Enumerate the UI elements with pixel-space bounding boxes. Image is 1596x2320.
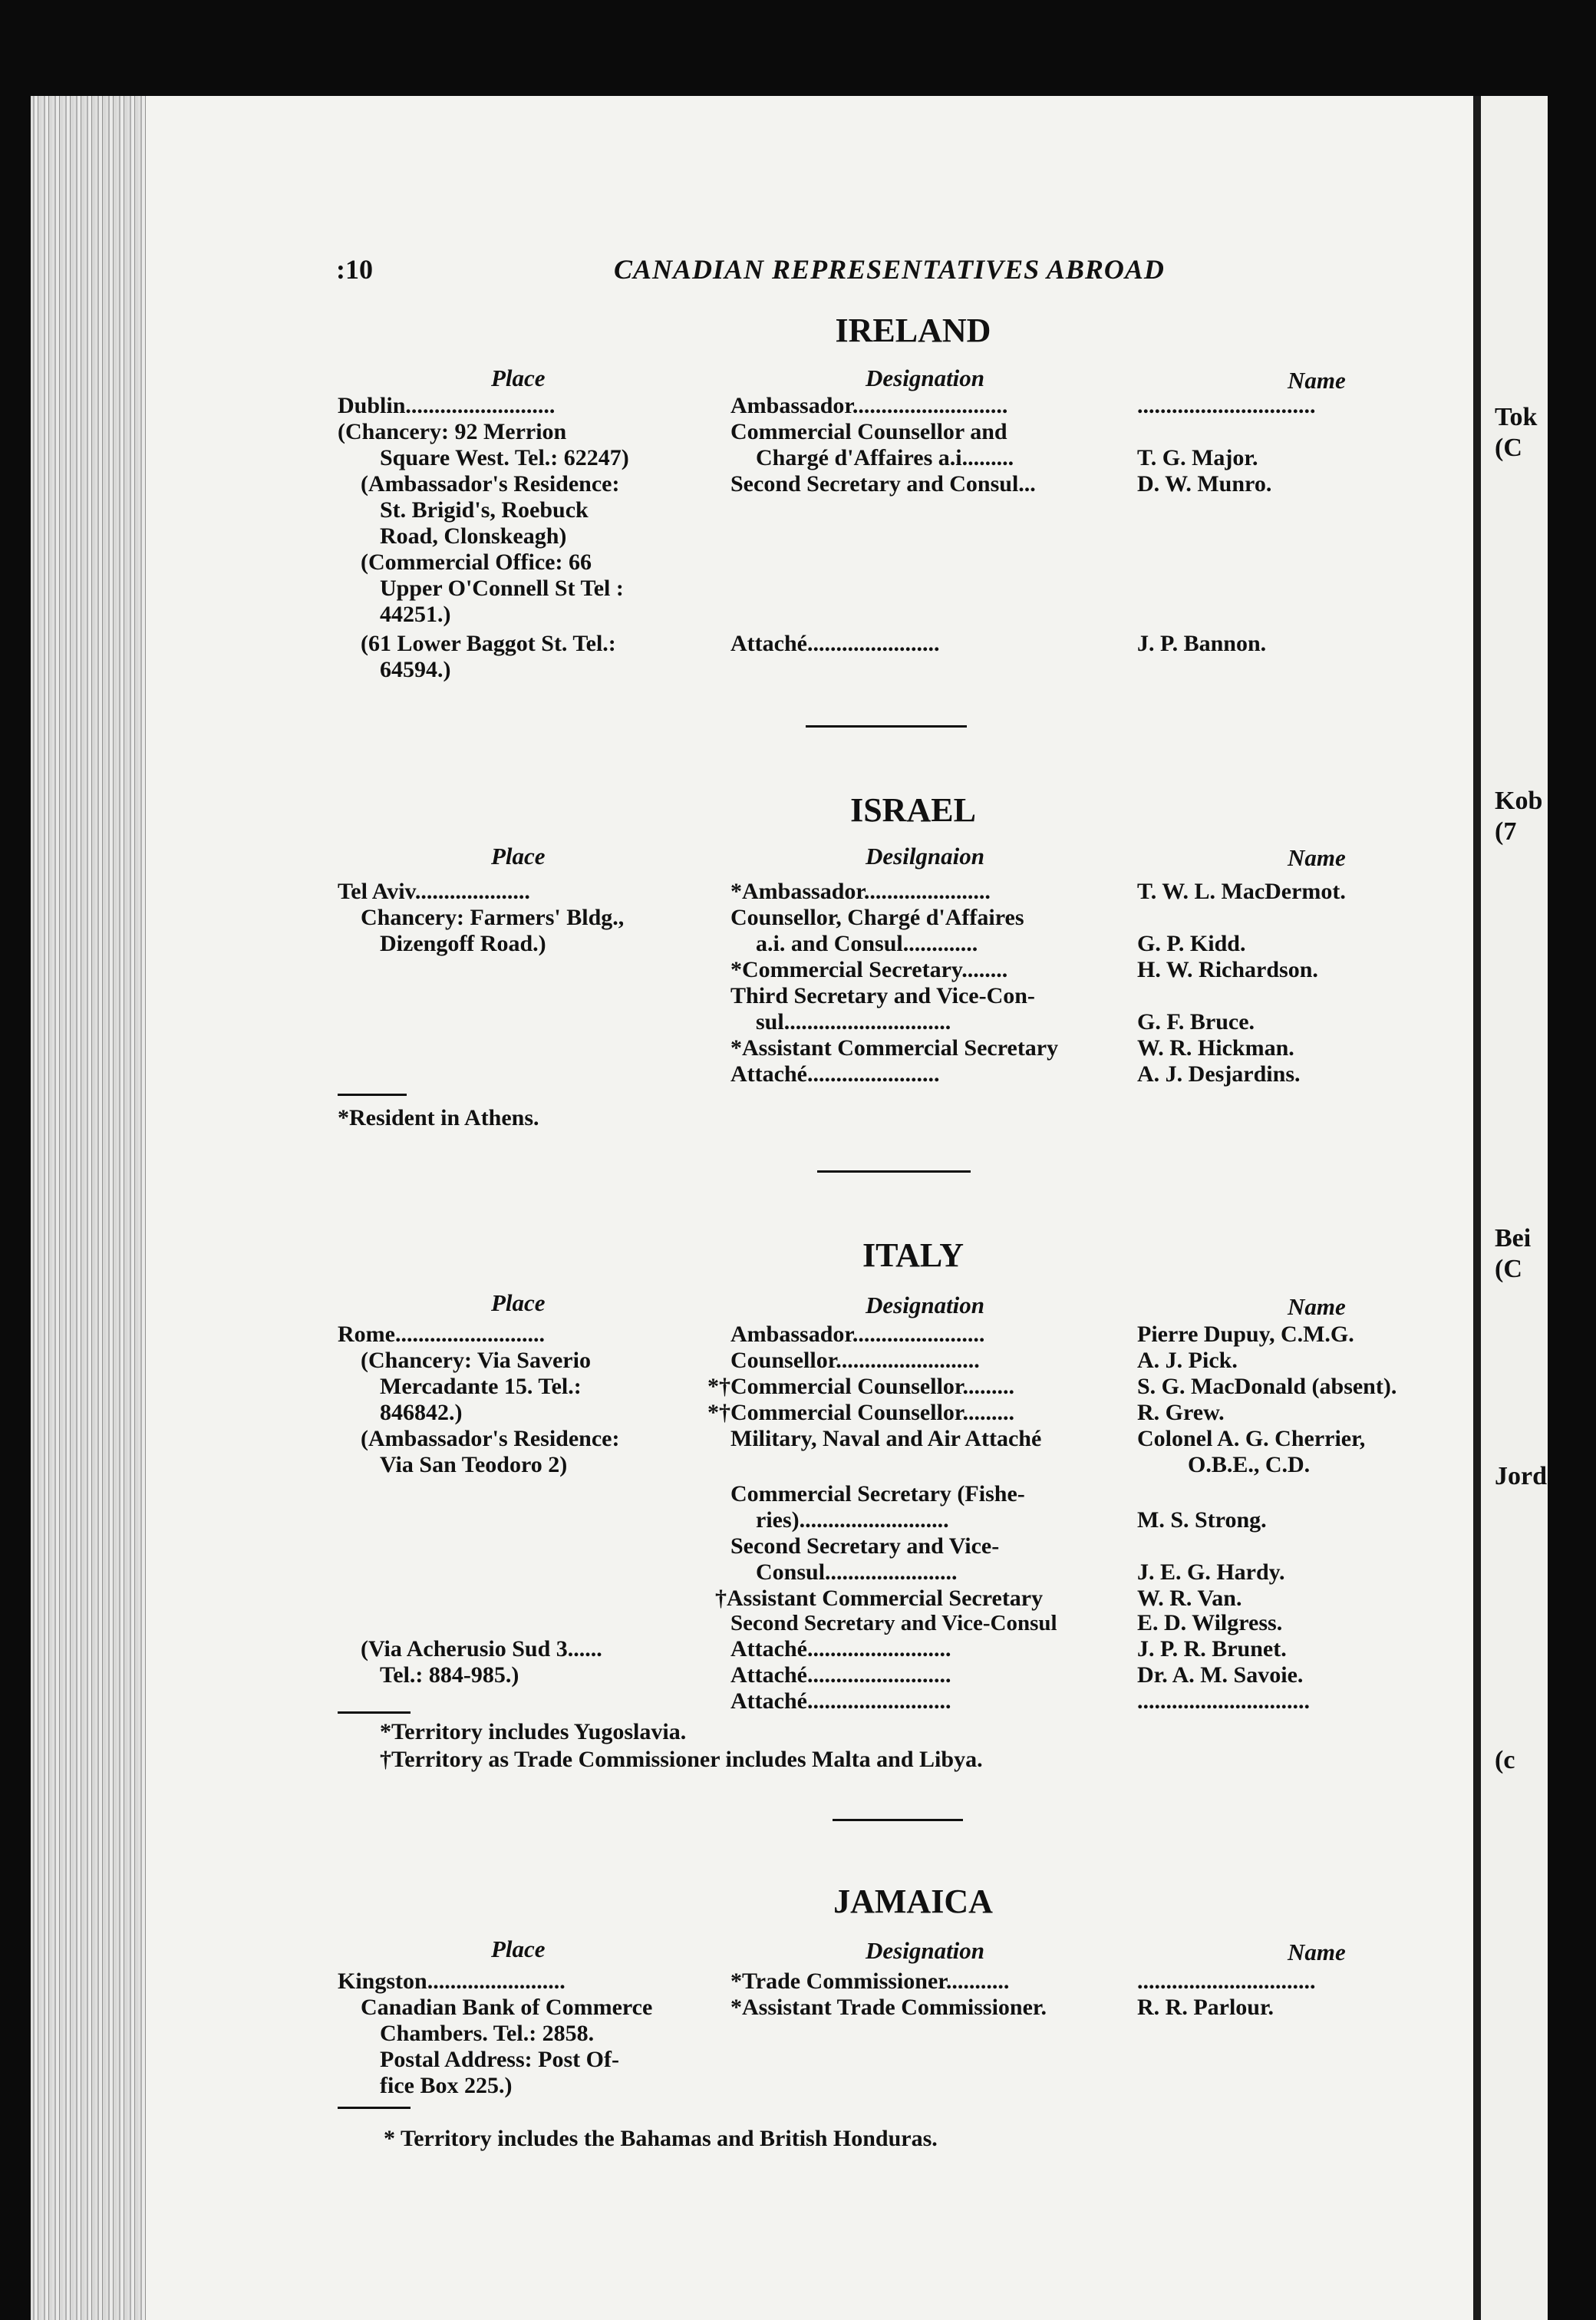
jamaica-designation: *Trade Commissioner........... <box>730 1969 1010 1994</box>
italy-name: Pierre Dupuy, C.M.G. <box>1137 1322 1354 1347</box>
section-title-italy: ITALY <box>862 1236 965 1274</box>
jamaica-place: Canadian Bank of Commerce <box>361 1995 653 2020</box>
israel-place: Tel Aviv.................... <box>338 879 530 904</box>
ireland-designation: Attaché....................... <box>730 631 940 656</box>
margin-fragment: Tok <box>1495 403 1538 431</box>
ireland-name: D. W. Munro. <box>1137 471 1272 497</box>
ireland-place: 64594.) <box>380 657 451 682</box>
running-title: CANADIAN REPRESENTATIVES ABROAD <box>614 254 1165 285</box>
margin-fragment: (7 <box>1495 817 1517 846</box>
ireland-place: Road, Clonskeagh) <box>380 523 567 549</box>
israel-place: Dizengoff Road.) <box>380 931 546 956</box>
israel-designation: *Ambassador...................... <box>730 879 991 904</box>
italy-designation: Attaché......................... <box>730 1662 951 1688</box>
italy-place: (Ambassador's Residence: <box>361 1426 620 1451</box>
page-binding-edge <box>31 96 146 2320</box>
ireland-name: J. P. Bannon. <box>1137 631 1267 656</box>
column-header-name: Name <box>1288 1939 1346 1965</box>
jamaica-name: R. R. Parlour. <box>1137 1995 1274 2020</box>
ireland-place: (Chancery: 92 Merrion <box>338 419 567 444</box>
israel-place: Chancery: Farmers' Bldg., <box>361 905 625 930</box>
israel-name: W. R. Hickman. <box>1137 1035 1294 1061</box>
footnote-rule <box>338 1094 407 1096</box>
israel-designation: Third Secretary and Vice-Con- <box>730 983 1035 1008</box>
ireland-place: (Commercial Office: 66 <box>361 549 592 575</box>
italy-place: 846842.) <box>380 1400 463 1425</box>
column-header-designation: Designation <box>866 1292 985 1318</box>
israel-designation: *Commercial Secretary........ <box>730 957 1008 982</box>
italy-name: W. R. Van. <box>1137 1586 1242 1611</box>
italy-designation: *†Commercial Counsellor......... <box>707 1374 1014 1399</box>
israel-name: A. J. Desjardins. <box>1137 1061 1301 1087</box>
ireland-designation: Second Secretary and Consul... <box>730 471 1036 497</box>
italy-place: Mercadante 15. Tel.: <box>380 1374 582 1399</box>
jamaica-place: Kingston........................ <box>338 1969 566 1994</box>
section-title-israel: ISRAEL <box>850 791 976 829</box>
ireland-place: Dublin.......................... <box>338 393 556 418</box>
ireland-place: (61 Lower Baggot St. Tel.: <box>361 631 616 656</box>
italy-name: J. P. R. Brunet. <box>1137 1636 1287 1662</box>
italy-designation: †Assistant Commercial Secretary <box>715 1586 1044 1611</box>
column-header-place: Place <box>491 1289 546 1316</box>
italy-name: Dr. A. M. Savoie. <box>1137 1662 1304 1688</box>
margin-fragment: Jord <box>1495 1462 1547 1490</box>
italy-place: Rome.......................... <box>338 1322 545 1347</box>
italy-designation: Counsellor......................... <box>730 1348 980 1373</box>
margin-fragment: (C <box>1495 1255 1522 1283</box>
italy-name: R. Grew. <box>1137 1400 1225 1425</box>
footnote: *Resident in Athens. <box>338 1105 539 1130</box>
ireland-place: Square West. Tel.: 62247) <box>380 445 629 470</box>
israel-designation: Counsellor, Chargé d'Affaires <box>730 905 1024 930</box>
section-title-jamaica: JAMAICA <box>833 1883 993 1920</box>
adjacent-page-strip <box>1473 96 1548 2320</box>
margin-fragment: (C <box>1495 434 1522 462</box>
section-divider <box>817 1170 971 1173</box>
israel-designation: *Assistant Commercial Secretary <box>730 1035 1059 1061</box>
ireland-designation: Commercial Counsellor and <box>730 419 1007 444</box>
italy-name: J. E. G. Hardy. <box>1137 1559 1285 1585</box>
column-header-designation: Designation <box>866 365 985 391</box>
italy-designation: Military, Naval and Air Attaché <box>730 1426 1042 1451</box>
section-title-ireland: IRELAND <box>835 312 991 349</box>
italy-name: O.B.E., C.D. <box>1188 1452 1311 1477</box>
ireland-place: St. Brigid's, Roebuck <box>380 497 589 523</box>
jamaica-place: Chambers. Tel.: 2858. <box>380 2021 595 2046</box>
ireland-name: ............................... <box>1137 393 1316 418</box>
italy-name: E. D. Wilgress. <box>1137 1610 1283 1635</box>
column-header-place: Place <box>491 1936 546 1962</box>
jamaica-name: ............................... <box>1137 1969 1316 1994</box>
italy-designation: Second Secretary and Vice-Consul <box>730 1611 1057 1635</box>
israel-name: T. W. L. MacDermot. <box>1137 879 1346 904</box>
italy-place: (Chancery: Via Saverio <box>361 1348 591 1373</box>
italy-designation: Second Secretary and Vice- <box>730 1533 1000 1559</box>
israel-designation: Attaché....................... <box>730 1061 940 1087</box>
column-header-name: Name <box>1288 1293 1346 1320</box>
footnote: *Territory includes Yugoslavia. <box>380 1719 687 1744</box>
jamaica-designation: *Assistant Trade Commissioner. <box>730 1995 1047 2020</box>
italy-designation: Attaché......................... <box>730 1636 951 1662</box>
ireland-designation: Ambassador........................... <box>730 393 1008 418</box>
israel-name: G. P. Kidd. <box>1137 931 1246 956</box>
margin-fragment: (c <box>1495 1746 1515 1774</box>
italy-place: (Via Acherusio Sud 3...... <box>361 1636 602 1662</box>
column-header-place: Place <box>491 365 546 391</box>
italy-place: Tel.: 884-985.) <box>380 1662 519 1688</box>
italy-designation: Commercial Secretary (Fishe- <box>730 1481 1025 1507</box>
column-header-name: Name <box>1288 367 1346 394</box>
column-header-designation: Desilgnaion <box>866 843 985 870</box>
ireland-place: (Ambassador's Residence: <box>361 471 620 497</box>
margin-fragment: Bei <box>1495 1224 1532 1252</box>
israel-name: G. F. Bruce. <box>1137 1009 1255 1035</box>
ireland-place: Upper O'Connell St Tel : <box>380 576 624 601</box>
israel-designation: a.i. and Consul............. <box>756 931 978 956</box>
italy-name: A. J. Pick. <box>1137 1348 1238 1373</box>
jamaica-place: fice Box 225.) <box>380 2073 513 2098</box>
italy-designation: Ambassador....................... <box>730 1322 985 1347</box>
italy-designation: ries).......................... <box>756 1507 949 1533</box>
column-header-place: Place <box>491 843 546 870</box>
ireland-designation: Chargé d'Affaires a.i......... <box>756 445 1014 470</box>
italy-name: M. S. Strong. <box>1137 1507 1267 1533</box>
margin-fragment: Kob <box>1495 787 1543 815</box>
israel-name: H. W. Richardson. <box>1137 957 1318 982</box>
column-header-name: Name <box>1288 844 1346 871</box>
section-divider <box>806 725 967 728</box>
ireland-name: T. G. Major. <box>1137 445 1258 470</box>
italy-designation: Consul....................... <box>756 1559 958 1585</box>
israel-designation: sul............................. <box>756 1009 951 1035</box>
italy-name: .............................. <box>1137 1688 1310 1714</box>
italy-name: S. G. MacDonald (absent). <box>1137 1374 1397 1399</box>
italy-name: Colonel A. G. Cherrier, <box>1137 1426 1366 1451</box>
footnote-rule <box>338 1711 411 1714</box>
italy-designation: Attaché......................... <box>730 1688 951 1714</box>
footnote: †Territory as Trade Commissioner includes Malta and Libya. <box>380 1747 983 1772</box>
italy-designation: *†Commercial Counsellor......... <box>707 1400 1014 1425</box>
footnote-rule <box>338 2107 411 2109</box>
footnote: * Territory includes the Bahamas and British Honduras. <box>384 2126 938 2151</box>
italy-place: Via San Teodoro 2) <box>380 1452 568 1477</box>
page-number: :10 <box>336 254 373 285</box>
column-header-designation: Designation <box>866 1937 985 1964</box>
ireland-place: 44251.) <box>380 602 451 627</box>
section-divider <box>833 1819 963 1821</box>
jamaica-place: Postal Address: Post Of- <box>380 2047 619 2072</box>
